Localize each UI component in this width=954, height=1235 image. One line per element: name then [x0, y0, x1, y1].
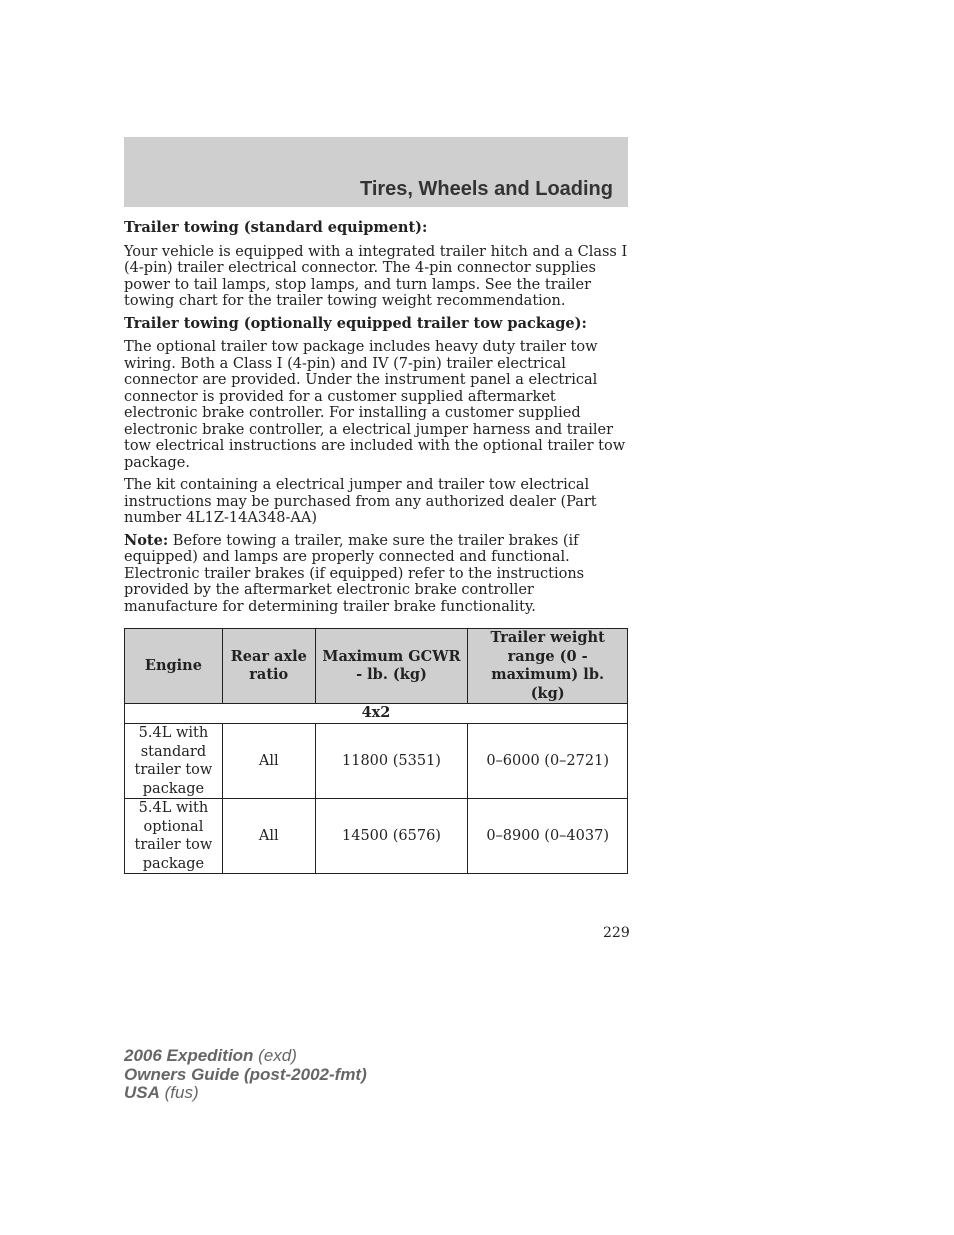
cell-rear-axle-ratio: All	[222, 799, 315, 874]
header-rear-axle-ratio: Rear axle ratio	[222, 629, 315, 704]
header-max-gcwr: Maximum GCWR - lb. (kg)	[315, 629, 468, 704]
section-header-band	[124, 137, 628, 207]
kit-paragraph: The kit containing a electrical jumper and trailer tow electrical instructions may be purchased from any authorized dealer (Part number 4L1Z-14A348-AA)	[124, 477, 597, 526]
note-paragraph	[124, 533, 628, 616]
cell-max-gcwr: 11800 (5351)	[315, 724, 468, 799]
trailer-towing-table	[124, 628, 628, 874]
table-row	[125, 724, 628, 799]
header-trailer-weight-range: Trailer weight range (0 - maximum) lb. (kg)	[468, 629, 628, 704]
cell-trailer-weight-range: 0–6000 (0–2721)	[468, 724, 628, 799]
cell-engine: 5.4L with optional trailer tow package	[125, 799, 223, 874]
footer-line-guide: Owners Guide (post-2002-fmt)	[124, 1064, 367, 1084]
table-group-row	[125, 704, 628, 724]
note-text: Before towing a trailer, make sure the trailer brakes (if equipped) and lamps are properly connected and functional. Electronic trailer brakes (if equipped) refer to the instructions provided by the aftermarket electronic brake controller manufacture for determining trailer brake functionality.	[124, 532, 585, 615]
page-content	[124, 220, 628, 874]
section-title: Tires, Wheels and Loading	[359, 178, 613, 200]
cell-engine: 5.4L with standard trailer tow package	[125, 724, 223, 799]
cell-rear-axle-ratio: All	[222, 724, 315, 799]
group-label: 4x2	[125, 704, 628, 724]
optional-package-heading: Trailer towing (optionally equipped trailer tow package):	[124, 314, 587, 332]
footer-line-market: USA (fus)	[124, 1083, 199, 1102]
table-row	[125, 799, 628, 874]
header-engine: Engine	[125, 629, 223, 704]
footer-line-model: 2006 Expedition (exd)	[124, 1046, 297, 1065]
optional-package-paragraph: The optional trailer tow package includes heavy duty trailer tow wiring. Both a Class I (4-pin) and IV (7-pin) trailer electrical connector are provided. Under the instrument panel a electrical connector is provided for a customer supplied aftermarket electronic brake controller. For installing a customer supplied electronic brake controller, a electrical jumper harness and trailer tow electrical instructions are included with the optional trailer tow package.	[124, 339, 626, 471]
standard-equipment-paragraph: Your vehicle is equipped with a integrated trailer hitch and a Class I (4-pin) trailer electrical connector. The 4-pin connector supplies power to tail lamps, stop lamps, and turn lamps. See the trailer towing chart for the trailer towing weight recommendation.	[124, 243, 628, 309]
note-label: Note:	[124, 531, 169, 549]
document-footer	[124, 1047, 367, 1103]
standard-equipment-heading: Trailer towing (standard equipment):	[124, 219, 428, 236]
cell-max-gcwr: 14500 (6576)	[315, 799, 468, 874]
cell-trailer-weight-range: 0–8900 (0–4037)	[468, 799, 628, 874]
table-header-row	[125, 629, 628, 704]
page-number: 229	[603, 925, 630, 941]
